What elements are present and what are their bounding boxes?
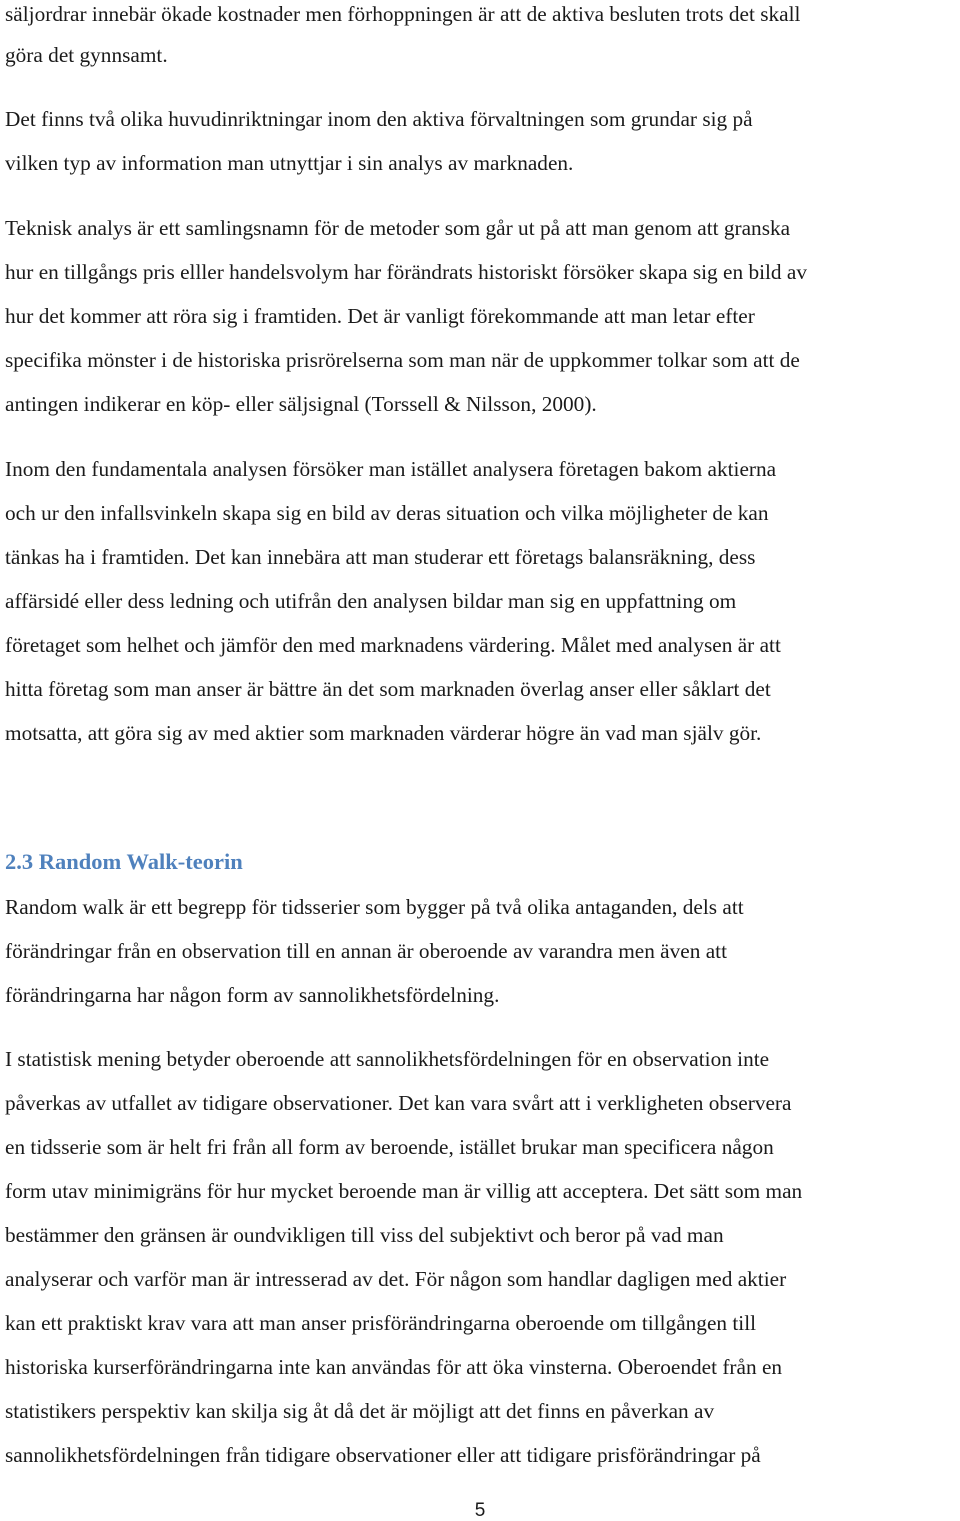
paragraph-fundamental-line: hitta företag som man anser är bättre än det som marknaden överlag anser eller såklart det (5, 677, 771, 701)
intro-line: säljordrar innebär ökade kostnader men förhoppningen är att de aktiva besluten trots det skall (5, 2, 801, 26)
paragraph-statistical-line: form utav minimigräns för hur mycket beroende man är villig att acceptera. Det sätt som man (5, 1179, 803, 1203)
paragraph-fundamental-line: affärsidé eller dess ledning och utifrån den analysen bildar man sig en uppfattning om (5, 589, 737, 613)
paragraph-statistical-line: historiska kurserförändringarna inte kan användas för att öka vinsterna. Oberoendet från en (5, 1355, 783, 1379)
paragraph-technical-line: hur en tillgångs pris elller handelsvolym har förändrats historiskt försöker skapa sig en bild av (5, 260, 808, 284)
paragraph-technical-line: antingen indikerar en köp- eller säljsignal (Torssell & Nilsson, 2000). (5, 392, 597, 416)
paragraph-fundamental-line: motsatta, att göra sig av med aktier som marknaden värderar högre än vad man själv gör. (5, 721, 762, 745)
paragraph-directions-line: Det finns två olika huvudinriktningar inom den aktiva förvaltningen som grundar sig på (5, 107, 753, 131)
paragraph-statistical-line: sannolikhetsfördelningen från tidigare observationer eller att tidigare prisförändringar på (5, 1443, 761, 1467)
paragraph-statistical-line: en tidsserie som är helt fri från all form av beroende, istället brukar man specificera någon (5, 1135, 774, 1159)
paragraph-statistical-line: statistikers perspektiv kan skilja sig åt då det är möjligt att det finns en påverkan av (5, 1399, 715, 1423)
intro-line: göra det gynnsamt. (5, 43, 168, 67)
paragraph-fundamental-line: företaget som helhet och jämför den med marknadens värdering. Målet med analysen är att (5, 633, 781, 657)
paragraph-statistical-line: bestämmer den gränsen är oundvikligen till viss del subjektivt och beror på vad man (5, 1223, 724, 1247)
paragraph-statistical-line: analyserar och varför man är intresserad av det. För någon som handlar dagligen med aktier (5, 1267, 787, 1291)
paragraph-technical-line: Teknisk analys är ett samlingsnamn för de metoder som går ut på att man genom att granska (5, 216, 791, 240)
paragraph-random-walk-line: förändringarna har någon form av sannolikhetsfördelning. (5, 983, 500, 1007)
paragraph-fundamental-line: tänkas ha i framtiden. Det kan innebära att man studerar ett företags balansräkning, dess (5, 545, 756, 569)
section-heading: 2.3 Random Walk-teorin (5, 849, 243, 874)
paragraph-fundamental-line: och ur den infallsvinkeln skapa sig en bild av deras situation och vilka möjligheter de kan (5, 501, 769, 525)
paragraph-technical-line: hur det kommer att röra sig i framtiden. Det är vanligt förekommande att man letar efter (5, 304, 755, 328)
paragraph-statistical-line: påverkas av utfallet av tidigare observationer. Det kan vara svårt att i verkligheten observera (5, 1091, 792, 1115)
paragraph-statistical-line: kan ett praktiskt krav vara att man anser prisförändringarna oberoende om tillgången till (5, 1311, 757, 1335)
paragraph-statistical-line: I statistisk mening betyder oberoende att sannolikhetsfördelningen för en observation inte (5, 1047, 770, 1071)
paragraph-fundamental-line: Inom den fundamentala analysen försöker man istället analysera företagen bakom aktierna (5, 457, 777, 481)
paragraph-technical-line: specifika mönster i de historiska prisrörelserna som man när de uppkommer tolkar som att de (5, 348, 800, 372)
paragraph-directions-line: vilken typ av information man utnyttjar i sin analys av marknaden. (5, 151, 574, 175)
page-number: 5 (474, 1500, 486, 1521)
paragraph-random-walk-line: förändringar från en observation till en annan är oberoende av varandra men även att (5, 939, 727, 963)
paragraph-random-walk-line: Random walk är ett begrepp för tidsserier som bygger på två olika antaganden, dels att (5, 895, 744, 919)
